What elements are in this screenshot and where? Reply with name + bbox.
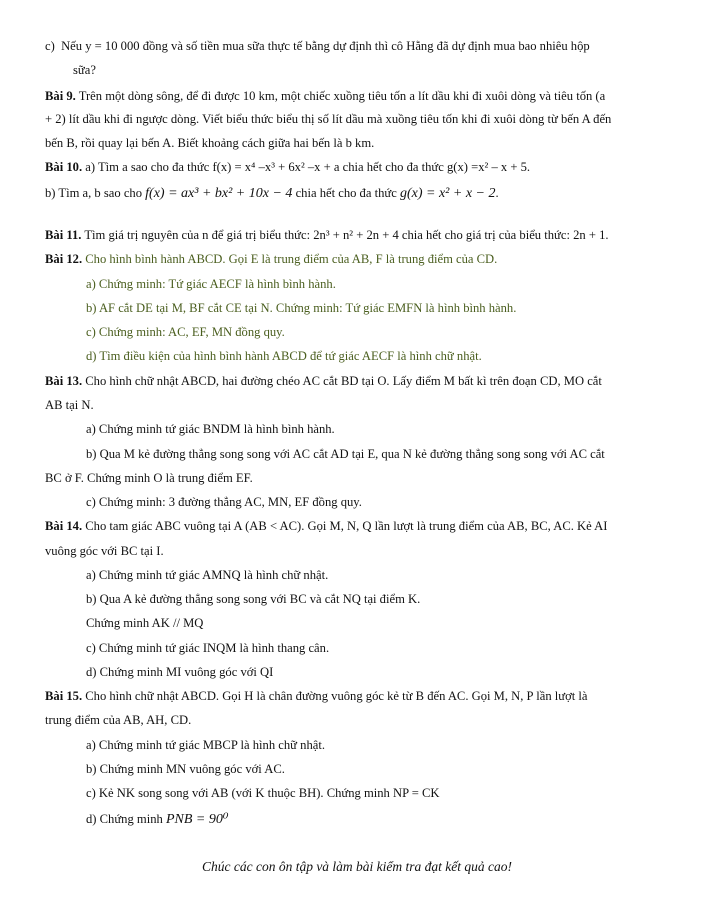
- problem-12-text: Cho hình bình hành ABCD. Gọi E là trung điểm của AB, F là trung điểm của CD.: [82, 252, 498, 266]
- problem-12-d: d) Tìm điều kiện của hình bình hành ABCD để tứ giác AECF là hình chữ nhật.: [86, 349, 482, 363]
- problem-13-b-line1: b) Qua M kẻ đường thẳng song song với AC cắt AD tại E, qua N kẻ đường thẳng song song với AC cắt: [86, 447, 605, 461]
- problem-10-line1: [45, 159, 530, 175]
- problem-15-d: [86, 811, 228, 828]
- problem-10-b: [45, 185, 499, 202]
- prev-part-c-line1: c) Nếu y = 10 000 đồng và số tiền mua sữa thực tế bằng dự định thì cô Hằng đã dự định mua bao nhiêu hộp: [45, 39, 590, 53]
- problem-12-b: b) AF cắt DE tại M, BF cắt CE tại N. Chứng minh: Tứ giác EMFN là hình bình hành.: [86, 301, 517, 315]
- problem-15-text: Cho hình chữ nhật ABCD. Gọi H là chân đường vuông góc kẻ từ B đến AC. Gọi M, N, P lần lượt là: [82, 689, 588, 703]
- problem-15-c: c) Kẻ NK song song với AB (với K thuộc BH). Chứng minh NP = CK: [86, 786, 440, 800]
- problem-11: [45, 227, 609, 243]
- problem-15-line2: trung điểm của AB, AH, CD.: [45, 713, 192, 727]
- problem-13-line2: AB tại N.: [45, 398, 94, 412]
- problem-13-a: a) Chứng minh tứ giác BNDM là hình bình hành.: [86, 422, 335, 436]
- problem-14-line1: [45, 518, 607, 534]
- closing-message: Chúc các con ôn tập và làm bài kiểm tra đạt kết quả cao!: [201, 859, 513, 874]
- problem-13-c: c) Chứng minh: 3 đường thẳng AC, MN, EF đồng quy.: [86, 495, 362, 509]
- problem-9-label: Bài 9.: [45, 89, 76, 103]
- angle-formula: PNB = 90⁰: [165, 812, 229, 827]
- problem-13-label: Bài 13.: [45, 374, 83, 388]
- problem-11-label: Bài 11.: [45, 228, 82, 242]
- problem-15-d-text: d) Chứng minh: [86, 812, 166, 826]
- problem-9-line1: [45, 88, 605, 104]
- problem-12-a: a) Chứng minh: Tứ giác AECF là hình bình hành.: [86, 277, 336, 291]
- problem-15-line1: [45, 688, 588, 704]
- formula-g: g(x) = x² + x − 2: [399, 186, 496, 201]
- problem-13-text: Cho hình chữ nhật ABCD, hai đường chéo AC cắt BD tại O. Lấy điểm M bất kì trên đoạn CD, MO cắt: [82, 374, 602, 388]
- problem-14-b: b) Qua A kẻ đường thẳng song song với BC và cắt NQ tại điểm K.: [86, 592, 421, 606]
- problem-14-d: d) Chứng minh MI vuông góc với QI: [86, 665, 274, 679]
- problem-13-b-line2: BC ở F. Chứng minh O là trung điểm EF.: [45, 471, 253, 485]
- problem-10-b-mid: chia hết cho đa thức: [292, 186, 400, 200]
- problem-12: [45, 251, 497, 267]
- problem-12-label: Bài 12.: [45, 252, 83, 266]
- problem-12-c: c) Chứng minh: AC, EF, MN đồng quy.: [86, 325, 285, 339]
- problem-10-b-text: b) Tìm a, b sao cho: [45, 186, 146, 200]
- problem-14-line2: vuông góc với BC tại I.: [45, 544, 164, 558]
- formula-f: f(x) = ax³ + bx² + 10x − 4: [145, 186, 293, 201]
- problem-10-b-end: .: [495, 186, 499, 200]
- problem-15-b: b) Chứng minh MN vuông góc với AC.: [86, 762, 285, 776]
- problem-10-label: Bài 10.: [45, 160, 83, 174]
- problem-15-label: Bài 15.: [45, 689, 83, 703]
- problem-14-label: Bài 14.: [45, 519, 83, 533]
- problem-11-text: Tìm giá trị nguyên của n để giá trị biểu thức: 2n³ + n² + 2n + 4 chia hết cho giá trị của biểu thức: 2n + 1.: [81, 228, 609, 242]
- problem-14-c: c) Chứng minh tứ giác INQM là hình thang cân.: [86, 641, 330, 655]
- problem-14-a: a) Chứng minh tứ giác AMNQ là hình chữ nhật.: [86, 568, 329, 582]
- problem-9-line2: + 2) lít dầu khi đi ngược dòng. Viết biểu thức biểu thị số lít dầu mà xuồng tiêu tốn khi đi xuôi dòng từ bến A đến: [45, 112, 612, 126]
- problem-15-a: a) Chứng minh tứ giác MBCP là hình chữ nhật.: [86, 738, 325, 752]
- prev-part-c-line2: sữa?: [73, 63, 96, 77]
- problem-9-text: Trên một dòng sông, để đi được 10 km, một chiếc xuồng tiêu tốn a lít dầu khi đi xuôi dòng và tiêu tốn (a: [75, 89, 606, 103]
- problem-14-text: Cho tam giác ABC vuông tại A (AB < AC). Gọi M, N, Q lần lượt là trung điểm của AB, BC, AC. Kẻ AI: [82, 519, 608, 533]
- problem-13-line1: [45, 373, 602, 389]
- problem-10-a: a) Tìm a sao cho đa thức f(x) = x⁴ –x³ + 6x² –x + a chia hết cho đa thức g(x) =x² – x + 5.: [82, 160, 531, 174]
- problem-14-b2: Chứng minh AK // MQ: [86, 616, 204, 630]
- problem-9-line3: bến B, rồi quay lại bến A. Biết khoảng cách giữa hai bến là b km.: [45, 136, 375, 150]
